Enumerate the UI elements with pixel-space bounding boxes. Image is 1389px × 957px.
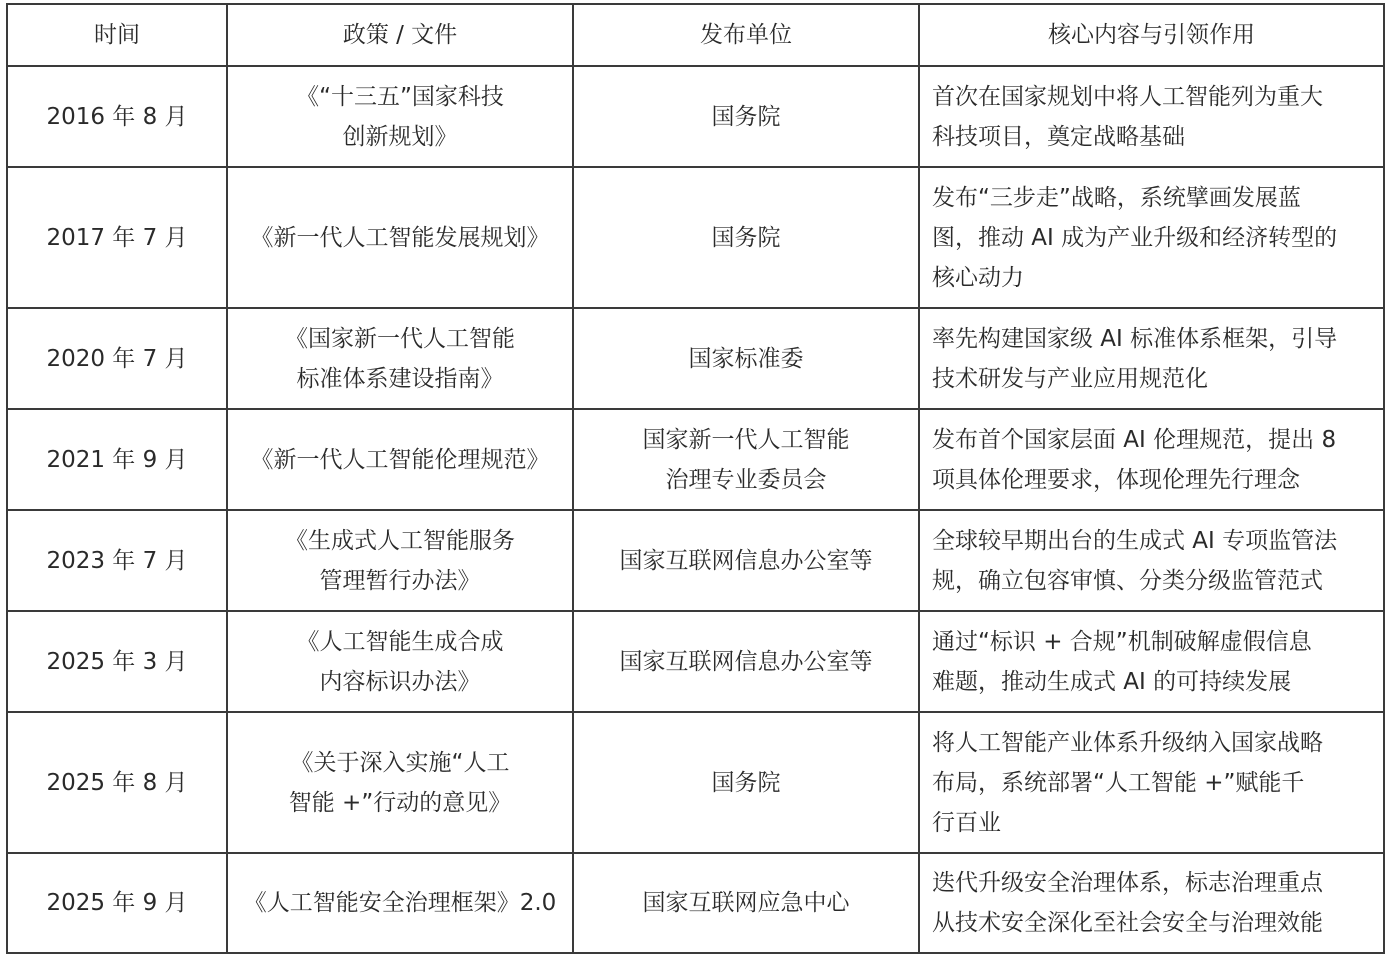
- cell-core: [919, 712, 1384, 853]
- cell-policy-line: 《新一代人工智能发展规划》: [250, 224, 550, 251]
- cell-core-line: 布局，系统部署“人工智能 +”赋能千: [932, 769, 1305, 796]
- cell-policy: [227, 510, 573, 611]
- cell-policy-line: 创新规划》: [342, 123, 458, 150]
- cell-core-line: 技术研发与产业应用规范化: [932, 365, 1208, 392]
- cell-core: [919, 66, 1384, 167]
- header-core: 核心内容与引领作用: [919, 4, 1384, 66]
- cell-issuer-line: 国家互联网信息办公室等: [619, 547, 873, 574]
- cell-policy-line: 《人工智能生成合成: [296, 628, 504, 655]
- cell-policy-line: 管理暂行办法》: [319, 567, 481, 594]
- cell-policy-line: 智能 +”行动的意见》: [288, 789, 512, 816]
- cell-issuer: [573, 167, 919, 308]
- cell-core-line: 首次在国家规划中将人工智能列为重大: [932, 83, 1323, 110]
- header-time: 时间: [7, 4, 227, 66]
- cell-issuer: [573, 712, 919, 853]
- policy-table-container: [6, 3, 1383, 953]
- table-row: [7, 611, 1384, 712]
- cell-core-line: 图，推动 AI 成为产业升级和经济转型的: [932, 224, 1338, 251]
- cell-issuer-line: 国家互联网应急中心: [642, 890, 850, 916]
- cell-issuer: [573, 853, 919, 953]
- cell-core: [919, 308, 1384, 409]
- cell-issuer-line: 国家互联网信息办公室等: [619, 648, 873, 675]
- cell-issuer: [573, 510, 919, 611]
- cell-core-line: 率先构建国家级 AI 标准体系框架，引导: [932, 325, 1338, 352]
- cell-issuer: [573, 409, 919, 510]
- cell-core-line: 从技术安全深化至社会安全与治理效能: [932, 910, 1323, 936]
- table-row: [7, 853, 1384, 953]
- cell-issuer-line: 国务院: [711, 769, 781, 796]
- cell-time: 2017 年 7 月: [7, 167, 227, 308]
- cell-core-line: 规，确立包容审慎、分类分级监管范式: [932, 567, 1323, 594]
- table-row: [7, 66, 1384, 167]
- cell-policy: [227, 712, 573, 853]
- cell-policy: [227, 66, 573, 167]
- cell-time: 2021 年 9 月: [7, 409, 227, 510]
- cell-policy: [227, 853, 573, 953]
- cell-core-line: 发布“三步走”战略，系统擘画发展蓝: [932, 184, 1301, 211]
- table-row: [7, 308, 1384, 409]
- cell-issuer: [573, 308, 919, 409]
- cell-policy-line: 《关于深入实施“人工: [290, 749, 510, 776]
- cell-policy-line: 《人工智能安全治理框架》2.0: [243, 890, 557, 916]
- cell-core-line: 科技项目，奠定战略基础: [932, 123, 1185, 150]
- cell-time: 2020 年 7 月: [7, 308, 227, 409]
- cell-policy: [227, 167, 573, 308]
- table-row: [7, 167, 1384, 308]
- cell-time: 2025 年 8 月: [7, 712, 227, 853]
- cell-core-line: 迭代升级安全治理体系，标志治理重点: [932, 870, 1323, 896]
- cell-core: [919, 510, 1384, 611]
- cell-core-line: 难题，推动生成式 AI 的可持续发展: [932, 668, 1292, 695]
- cell-issuer-line: 国家新一代人工智能: [642, 426, 850, 453]
- cell-core-line: 将人工智能产业体系升级纳入国家战略: [932, 729, 1323, 756]
- cell-core: [919, 409, 1384, 510]
- policy-table: [6, 3, 1385, 954]
- table-body: [7, 66, 1384, 953]
- cell-issuer: [573, 66, 919, 167]
- cell-core-line: 行百业: [932, 809, 1001, 836]
- cell-policy-line: 标准体系建设指南》: [296, 365, 504, 392]
- cell-core-line: 发布首个国家层面 AI 伦理规范，提出 8: [932, 426, 1337, 453]
- header-issuer: 发布单位: [573, 4, 919, 66]
- cell-issuer-line: 国务院: [711, 103, 781, 130]
- table-row: [7, 712, 1384, 853]
- cell-core-line: 通过“标识 + 合规”机制破解虚假信息: [932, 628, 1312, 655]
- cell-time: 2023 年 7 月: [7, 510, 227, 611]
- cell-time: 2025 年 9 月: [7, 853, 227, 953]
- cell-policy-line: 内容标识办法》: [319, 668, 481, 695]
- cell-policy: [227, 409, 573, 510]
- cell-policy-line: 《生成式人工智能服务: [285, 527, 515, 554]
- header-row: [7, 4, 1384, 66]
- cell-issuer-line: 国家标准委: [688, 345, 804, 372]
- cell-time: 2016 年 8 月: [7, 66, 227, 167]
- cell-core-line: 项具体伦理要求，体现伦理先行理念: [932, 466, 1300, 493]
- cell-core: [919, 611, 1384, 712]
- cell-policy-line: 《国家新一代人工智能: [285, 325, 515, 352]
- cell-time: 2025 年 3 月: [7, 611, 227, 712]
- cell-issuer: [573, 611, 919, 712]
- cell-policy: [227, 611, 573, 712]
- cell-issuer-line: 国务院: [711, 224, 781, 251]
- cell-policy-line: 《“十三五”国家科技: [296, 83, 504, 110]
- cell-core: [919, 853, 1384, 953]
- table-row: [7, 409, 1384, 510]
- cell-core: [919, 167, 1384, 308]
- header-policy: 政策 / 文件: [227, 4, 573, 66]
- cell-core-line: 核心动力: [932, 264, 1024, 291]
- cell-policy: [227, 308, 573, 409]
- cell-issuer-line: 治理专业委员会: [665, 466, 827, 493]
- cell-core-line: 全球较早期出台的生成式 AI 专项监管法: [932, 527, 1338, 554]
- cell-policy-line: 《新一代人工智能伦理规范》: [250, 446, 550, 473]
- table-row: [7, 510, 1384, 611]
